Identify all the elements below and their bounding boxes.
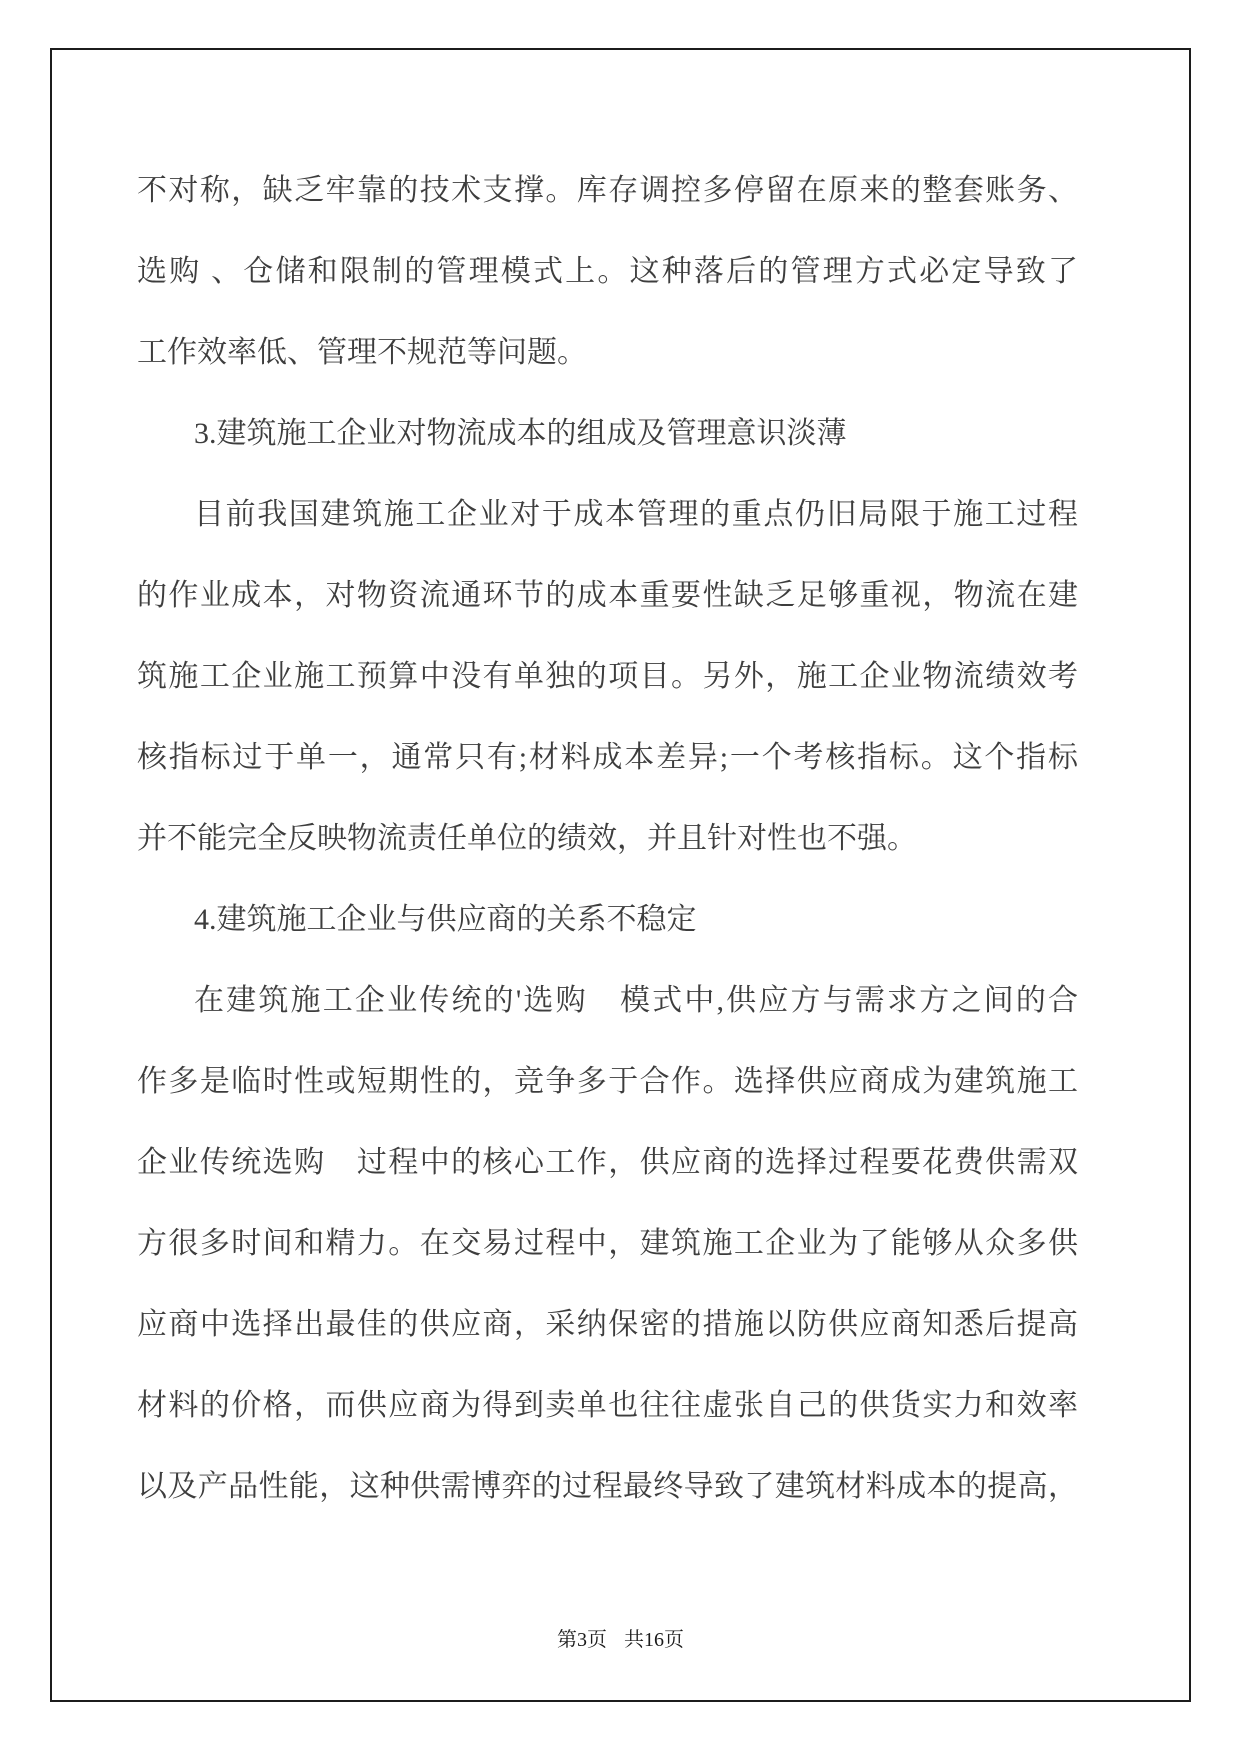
- body-line: 在建筑施工企业传统的'选购 模式中,供应方与需求方之间的合: [194, 984, 1078, 1017]
- body-line: 选购 、仓储和限制的管理模式上。这种落后的管理方式必定导致了: [137, 255, 1078, 288]
- body-line: 不对称，缺乏牢靠的技术支撑。库存调控多停留在原来的整套账务、: [137, 174, 1078, 207]
- document-content: [137, 150, 1078, 1527]
- heading-line: 4.建筑施工企业与供应商的关系不稳定: [194, 903, 697, 936]
- body-line: 的作业成本，对物资流通环节的成本重要性缺乏足够重视，物流在建: [137, 579, 1078, 612]
- body-line: 并不能完全反映物流责任单位的绩效，并且针对性也不强。: [137, 822, 917, 855]
- body-line: 目前我国建筑施工企业对于成本管理的重点仍旧局限于施工过程: [194, 498, 1078, 531]
- body-line: 应商中选择出最佳的供应商，采纳保密的措施以防供应商知悉后提高: [137, 1308, 1078, 1341]
- body-line: 以及产品性能，这种供需博弈的过程最终导致了建筑材料成本的提高，: [137, 1470, 1078, 1503]
- body-line: 工作效率低、管理不规范等问题。: [137, 336, 587, 369]
- body-line: 筑施工企业施工预算中没有单独的项目。另外，施工企业物流绩效考: [137, 660, 1078, 693]
- page-footer: [52, 1620, 1189, 1660]
- body-line: 材料的价格，而供应商为得到卖单也往往虚张自己的供货实力和效率: [137, 1389, 1078, 1422]
- total-pages-label: 共16页: [624, 1629, 684, 1651]
- page-border: [50, 48, 1191, 1702]
- body-line: 核指标过于单一，通常只有;材料成本差异;一个考核指标。这个指标: [137, 741, 1078, 774]
- page-number-label: 第3页: [557, 1629, 607, 1651]
- body-line: 方很多时间和精力。在交易过程中，建筑施工企业为了能够从众多供: [137, 1227, 1078, 1260]
- heading-line: 3.建筑施工企业对物流成本的组成及管理意识淡薄: [194, 417, 847, 450]
- body-line: 作多是临时性或短期性的，竞争多于合作。选择供应商成为建筑施工: [137, 1065, 1078, 1098]
- body-line: 企业传统选购 过程中的核心工作，供应商的选择过程要花费供需双: [137, 1146, 1078, 1179]
